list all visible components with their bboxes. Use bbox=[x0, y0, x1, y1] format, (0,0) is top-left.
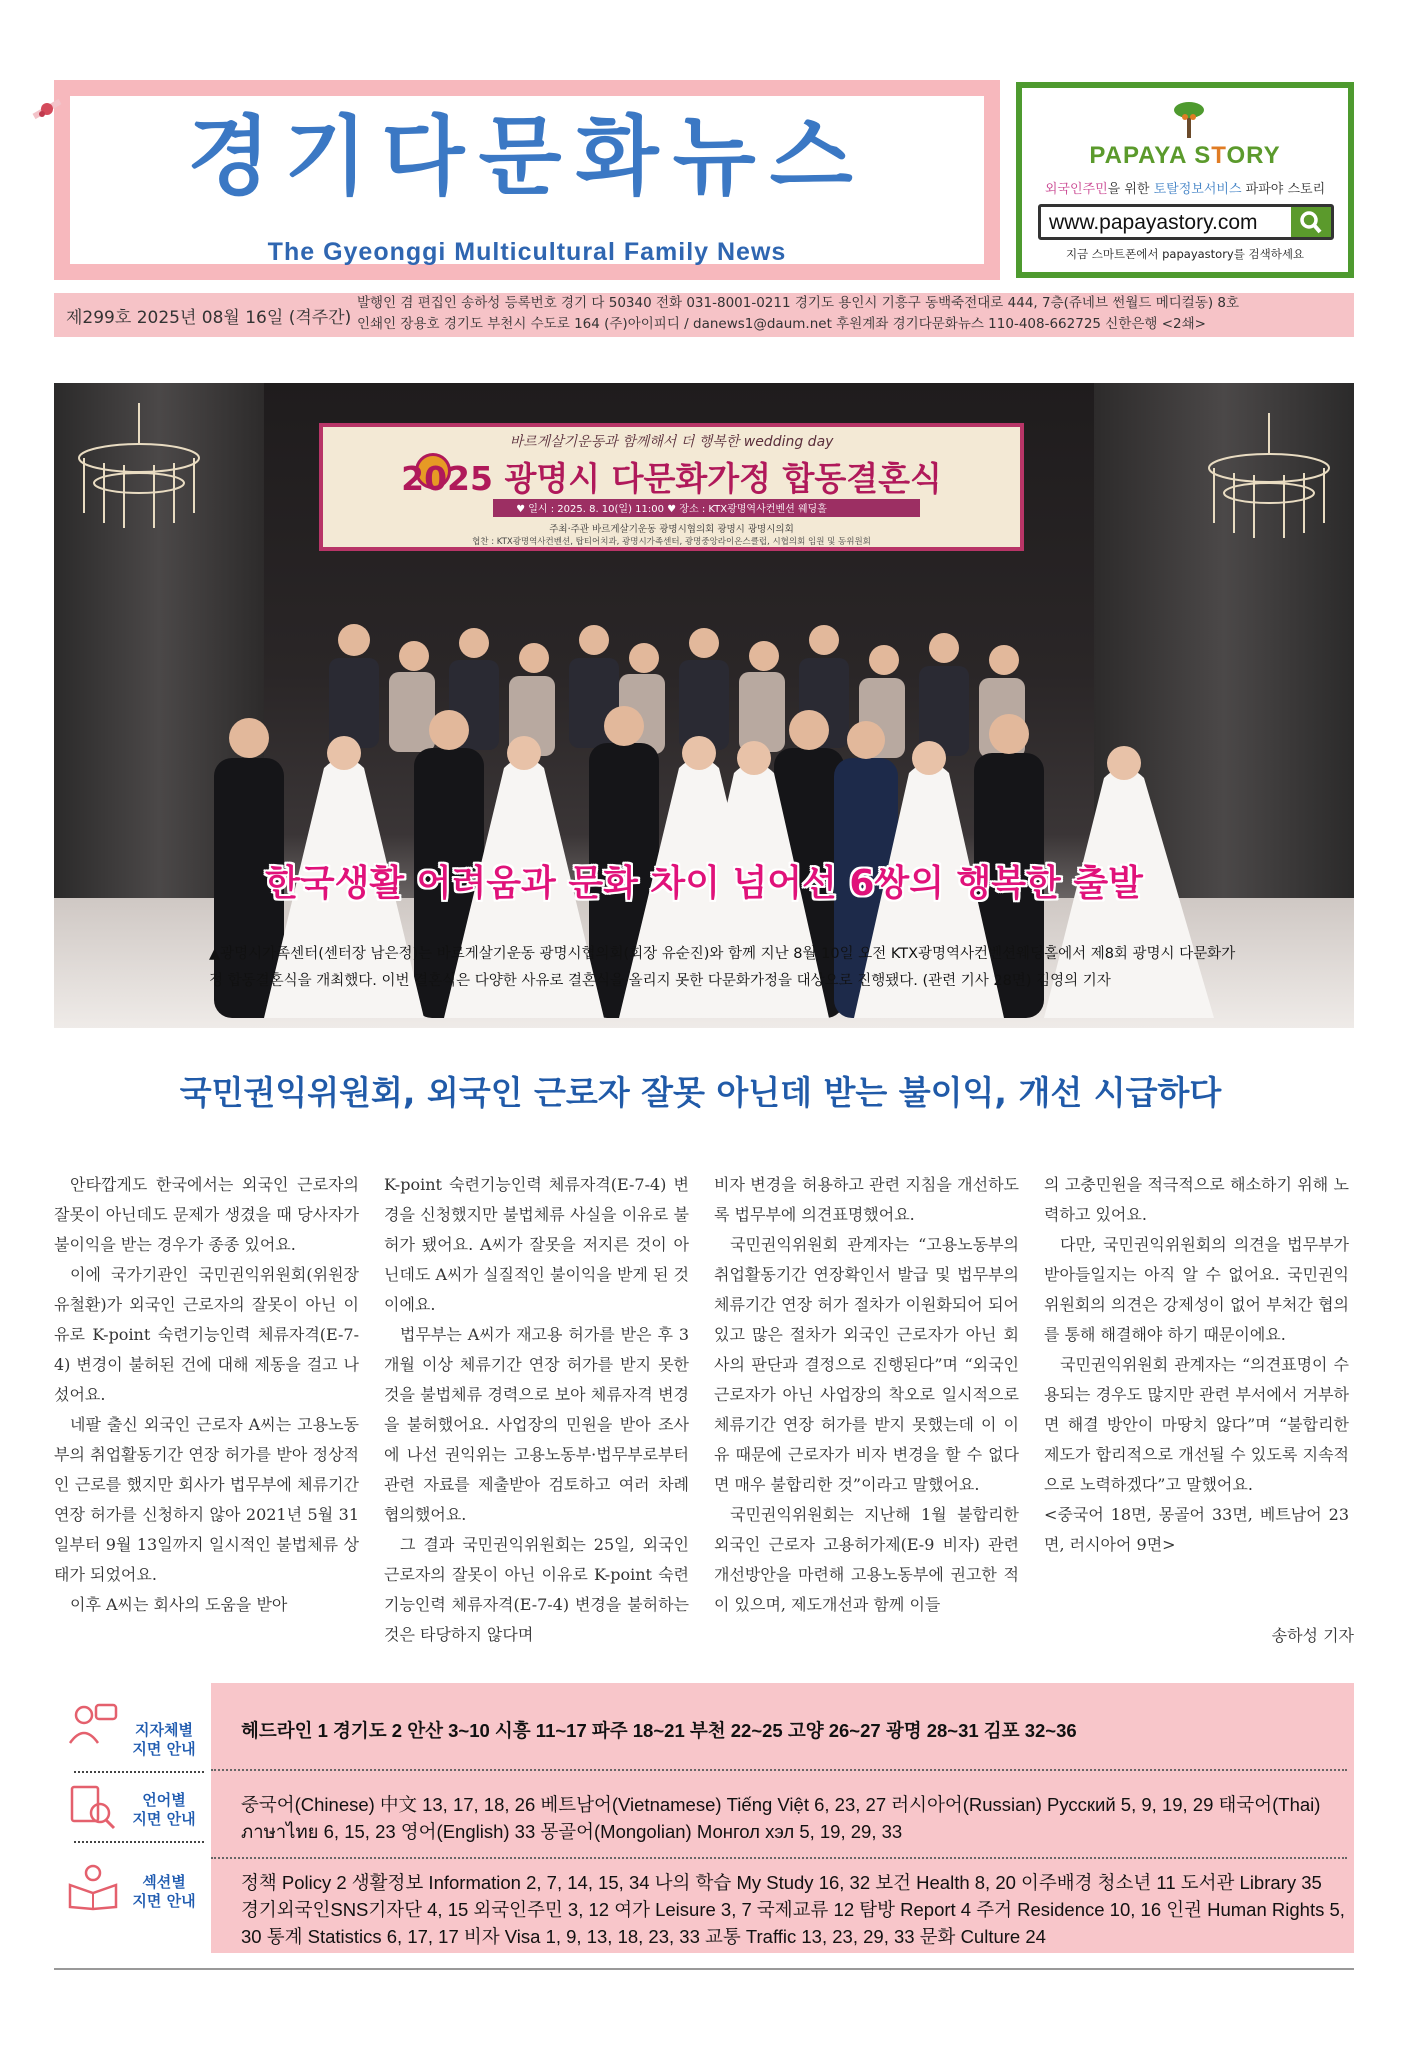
index-language-text-2: ภาษาไทย 6, 15, 23 영어(English) 33 몽골어(Mongolian) Монгол хэл 5, 19, 29, 33 bbox=[241, 1821, 903, 1842]
paragraph: 이에 국가기관인 국민권익위원회(위원장 유철환)가 외국인 근로자의 잘못이 아닌 이유로 K-point 숙련기능인력 체류자격(E-7-4) 변경이 불허된 건에 대해 제동을 걸고 나섰어요. bbox=[54, 1265, 359, 1404]
index-section-text-1: 정책 Policy 2 생활정보 Information 2, 7, 14, 15, 34 나의 학습 My Study 16, 32 보건 Health 8, 20 이주배경 청소년 11 도서관 Library 35 bbox=[241, 1872, 1322, 1893]
search-icon bbox=[1291, 207, 1331, 237]
index-label-region: 지자체별 지면 안내 bbox=[132, 1721, 196, 1758]
wedding-banner bbox=[319, 423, 1024, 551]
publisher-info bbox=[357, 293, 1239, 335]
banner-subtitle: 바르게살기운동과 함께해서 더 행복한 wedding day bbox=[509, 434, 834, 450]
paragraph: 국민권익위원회 관계자는 “고용노동부의 취업활동기간 연장확인서 발급 및 법무부의 체류기간 연장 허가 절차가 이원화되어 되어 있고 많은 절차가 외국인 근로자가 아닌 회사의 판단과 결정으로 진행된다”며 “외국인 근로자가 아닌 사업장의 착오로 일시적으로 체류기간 연장 허가를 받지 못했는데 이 이유 때문에 근로자가 비자 변경을 할 수 없다면 매우 불합리한 것”이라고 말했어요. bbox=[714, 1235, 1019, 1494]
ad-tagline: 외국인주민을 위한 토탈정보서비스 파파야 스토리 bbox=[1044, 182, 1326, 197]
paragraph: 이후 A씨는 회사의 도움을 받아 bbox=[70, 1595, 288, 1614]
index-row-language bbox=[211, 1791, 1347, 1845]
banner-sponsors: 협찬 : KTX광명역사컨벤션, 탑티어치과, 광명시가족센터, 광명중앙라이온스클럽, 시협의회 임원 및 동위원회 bbox=[472, 537, 871, 547]
issue-info-bar bbox=[54, 293, 1354, 337]
index-section-text-2: 경기외국인SNS기자단 4, 15 외국인주민 3, 12 여가 Leisure 3, 7 국제교류 12 탐방 Report 4 주거 Residence 10, 16 인권 Human Rights 5, bbox=[241, 1899, 1345, 1920]
photo-caption: ▲광명시가족센터(센터장 남은정)는 바르게살기운동 광명시협의회(회장 유순진)와 함께 지난 8월 10일 오전 KTX광명역사컨벤션웨딩홀에서 제8회 광명시 다문화가정 합동결혼식을 개최했다. 이번 결혼식은 다양한 사유로 결혼식을 올리지 못한 다문화가정을 대상으로 진행됐다. (관련 기사 28면) 김영의 기자 bbox=[209, 946, 1236, 989]
index-label-language: 언어별 지면 안내 bbox=[132, 1791, 196, 1828]
chandelier-left bbox=[64, 403, 214, 533]
newspaper-subtitle: The Gyeonggi Multicultural Family News bbox=[267, 238, 787, 266]
publisher-line-2: 인쇄인 장용호 경기도 부천시 수도로 164 (주)아이피디 / danews1@daum.net 후원계좌 경기다문화뉴스 110-408-662725 신한은행 <2쇄> bbox=[357, 316, 1206, 332]
row-divider bbox=[211, 1857, 1347, 1859]
index-row-region bbox=[211, 1717, 1347, 1744]
paragraph: 의 고충민원을 적극적으로 해소하기 위해 노력하고 있어요. bbox=[1044, 1175, 1349, 1224]
index-language-text-1: 중국어(Chinese) 中文 13, 17, 18, 26 베트남어(Vietnamese) Tiếng Việt 6, 23, 27 러시아어(Russian) Русский 5, 9, 19, 29 태국어(Thai) bbox=[241, 1794, 1321, 1815]
article-column-1 bbox=[54, 1170, 359, 1620]
masthead-inner bbox=[70, 96, 984, 264]
paragraph: 법무부는 A씨가 재고용 허가를 받은 후 3개월 이상 체류기간 연장 허가를 받지 못한 것을 불법체류 경력으로 보아 체류자격 변경을 불허했어요. 사업장의 민원을 받아 조사에 나선 권익위는 고용노동부·법무부로부터 관련 자료를 제출받아 검토하고 여러 차례 협의했어요. bbox=[384, 1325, 689, 1524]
label-divider bbox=[74, 1841, 204, 1843]
paragraph: 다만, 국민권익위원회의 의견을 법무부가 받아들일지는 아직 알 수 없어요. 국민권익위원회의 의견은 강제성이 없어 부처간 협의를 통해 해결해야 하기 때문이에요. bbox=[1044, 1235, 1349, 1344]
index-row-section bbox=[211, 1869, 1347, 1950]
ribbon-icon bbox=[30, 92, 64, 126]
photo-headline: 한국생활 어려움과 문화 차이 넘어선 6쌍의 행복한 출발 bbox=[265, 863, 1143, 904]
ad-note: 지금 스마트폰에서 papayastory를 검색하세요 bbox=[1065, 247, 1305, 261]
row-divider bbox=[211, 1769, 1347, 1771]
paragraph: 안타깝게도 한국에서는 외국인 근로자의 잘못이 아닌데도 문제가 생겼을 때 당사자가 불이익을 받는 경우가 종종 있어요. bbox=[54, 1175, 359, 1254]
paragraph: <중국어 18면, 몽골어 33면, 베트남어 23면, 러시아어 9면> bbox=[1044, 1505, 1349, 1554]
publisher-line-1: 발행인 겸 편집인 송하성 등록번호 경기 다 50340 전화 031-8001-0211 경기도 용인시 기흥구 동백죽전대로 444, 7층(쥬네브 썬월드 메디컬동) 8호 bbox=[357, 295, 1240, 311]
search-document-icon bbox=[66, 1783, 120, 1831]
article-byline: 송하성 기자 bbox=[1271, 1626, 1354, 1645]
index-label-section: 섹션별 지면 안내 bbox=[132, 1873, 196, 1910]
index-region-text: 헤드라인 1 경기도 2 안산 3~10 시흥 11~17 파주 18~21 부천 22~25 고양 26~27 광명 28~31 김포 32~36 bbox=[241, 1720, 1077, 1741]
index-content bbox=[211, 1691, 1347, 1945]
newspaper-title: 경기다문화뉴스 bbox=[187, 107, 867, 207]
search-button[interactable] bbox=[1291, 207, 1331, 237]
paragraph: K-point 숙련기능인력 체류자격(E-7-4) 변경을 신청했지만 불법체류 사실을 이유로 불허가 됐어요. A씨가 잘못을 저지른 것이 아닌데도 A씨가 실질적인 불이익을 받게 된 것이에요. bbox=[384, 1175, 689, 1314]
article-column-2 bbox=[384, 1170, 689, 1650]
banner-title: 2025 광명시 다문화가정 합동결혼식 bbox=[401, 459, 942, 498]
ad-url: www.papayastory.com bbox=[1049, 211, 1258, 234]
bottom-rule bbox=[54, 1968, 1354, 1970]
paragraph: 그 결과 국민권익위원회는 25일, 외국인 근로자의 잘못이 아닌 이유로 K-point 숙련기능인력 체류자격(E-7-4) 변경을 불허하는 것은 타당하지 않다며 bbox=[384, 1535, 689, 1644]
index-section-text-3: 30 통계 Statistics 6, 17, 17 비자 Visa 1, 9, 13, 18, 23, 33 교통 Traffic 13, 23, 29, 33 문화 Culture 24 bbox=[241, 1926, 1046, 1947]
chandelier-right bbox=[1194, 413, 1344, 543]
masthead bbox=[54, 80, 1000, 280]
ad-search-box[interactable] bbox=[1038, 204, 1334, 240]
page-index-box bbox=[54, 1683, 1354, 1953]
article-column-4 bbox=[1044, 1170, 1349, 1560]
ad-brand: PAPAYA STORY bbox=[1089, 142, 1281, 169]
wedding-photo bbox=[54, 383, 1354, 1028]
paragraph: 비자 변경을 허용하고 관련 지침을 개선하도록 법무부에 의견표명했어요. bbox=[714, 1175, 1019, 1224]
banner-date: ♥ 일시 : 2025. 8. 10(일) 11:00 ♥ 장소 : KTX광명역사컨벤션 웨딩홀 bbox=[516, 504, 827, 515]
article-column-3 bbox=[714, 1170, 1019, 1620]
article-title: 국민권익위원회, 외국인 근로자 잘못 아닌데 받는 불이익, 개선 시급하다 bbox=[179, 1073, 1222, 1112]
papaya-story-ad[interactable] bbox=[1016, 82, 1354, 278]
paragraph: 국민권익위원회 관계자는 “의견표명이 수용되는 경우도 많지만 관련 부서에서 거부하면 해결 방안이 마땅치 않다”며 “불합리한 제도가 합리적으로 개선될 수 있도록 지속적으로 노력하겠다”고 말했어요. bbox=[1044, 1355, 1349, 1494]
people-icon bbox=[66, 1701, 120, 1749]
paragraph: 네팔 출신 외국인 근로자 A씨는 고용노동부의 취업활동기간 연장 허가를 받아 정상적인 근로를 했지만 회사가 법무부에 체류기간 연장 허가를 신청하지 않아 2021년 5월 31일부터 9월 13일까지 일시적인 불법체류 상태가 되었어요. bbox=[54, 1415, 359, 1584]
book-reader-icon bbox=[66, 1863, 120, 1911]
label-divider bbox=[74, 1771, 204, 1773]
issue-number-date: 제299호 2025년 08월 16일 (격주간) bbox=[66, 308, 352, 328]
papaya-tree-icon bbox=[1172, 98, 1206, 138]
banner-organizers: 주최·주관 바르게살기운동 광명시협의회 광명시 광명시의회 bbox=[549, 524, 794, 535]
paragraph: 국민권익위원회는 지난해 1월 불합리한 외국인 근로자 고용허가제(E-9 비자) 관련 개선방안을 마련해 고용노동부에 권고한 적이 있으며, 제도개선과 함께 이들 bbox=[714, 1505, 1019, 1614]
